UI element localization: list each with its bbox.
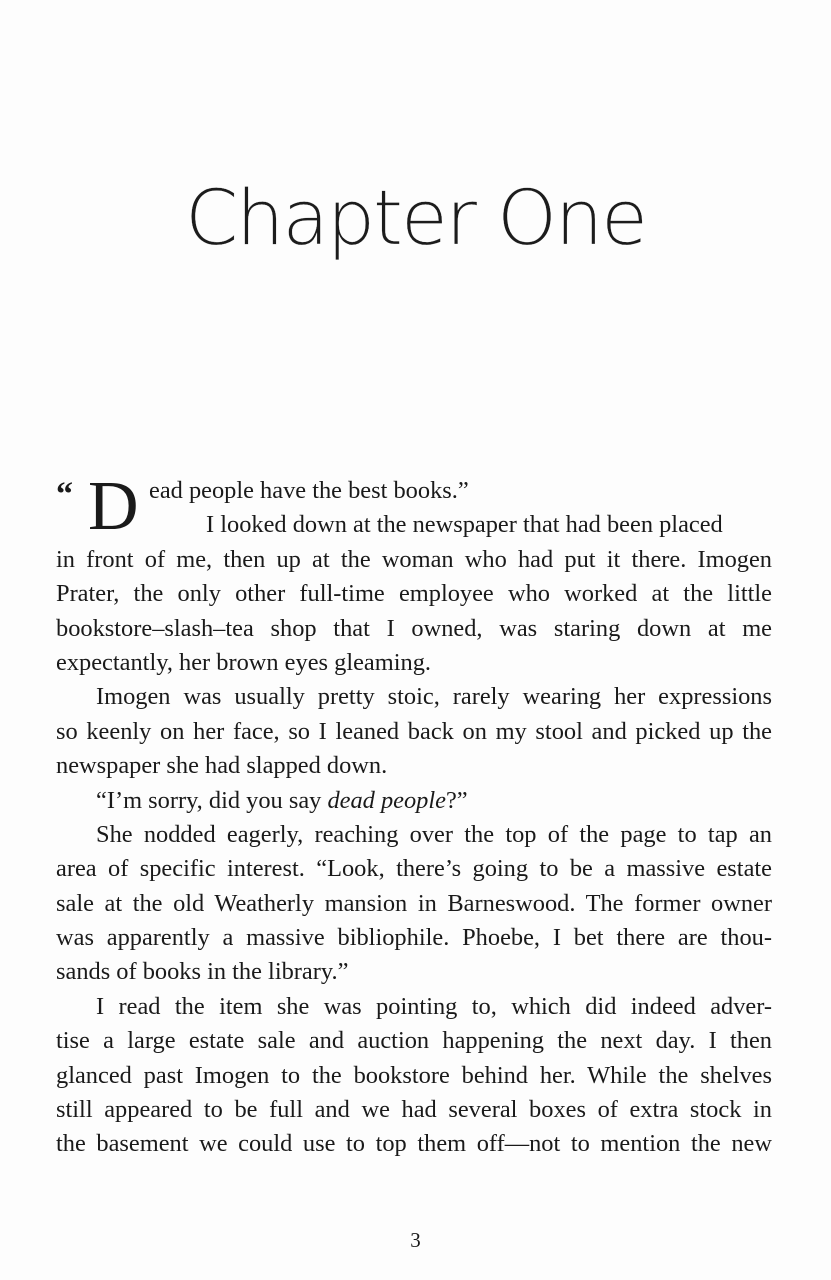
paragraph-1-line-5: expectantly, her brown eyes gleaming. <box>56 648 431 676</box>
paragraph-5-line-3: glanced past Imogen to the bookstore behind her. While the shelves <box>56 1061 772 1089</box>
paragraph-5-line-2: tise a large estate sale and auction happening the next day. I then <box>56 1027 772 1055</box>
paragraph-2-line-3: newspaper she had slapped down. <box>56 752 388 780</box>
paragraph-4-line-4: was apparently a massive bibliophile. Phoebe, I bet there are thou- <box>56 924 772 952</box>
dialogue-italic-text: dead people <box>327 786 446 814</box>
paragraph-1-line-2: in front of me, then up at the woman who had put it there. Imogen <box>56 545 772 573</box>
paragraph-5-line-4: still appeared to be full and we had several boxes of extra stock in <box>56 1096 772 1124</box>
dialogue-text: “I’m sorry, did you say <box>96 786 328 814</box>
paragraph-3-dialogue <box>56 784 772 818</box>
paragraph-4-line-2: area of specific interest. “Look, there’s going to be a massive estate <box>56 855 772 883</box>
paragraph-2-line-1: Imogen was usually pretty stoic, rarely wearing her expressions <box>96 683 772 711</box>
page-number: 3 <box>410 1228 421 1252</box>
drop-cap-letter: D <box>88 468 139 545</box>
paragraph-5-line-5: the basement we could use to top them off—not to mention the new <box>56 1130 772 1158</box>
paragraph-4-line-5: sands of books in the library.” <box>56 958 349 986</box>
first-line-text: ead people have the best books.” <box>149 477 469 504</box>
opening-with-drop-cap <box>56 468 772 545</box>
body-text <box>56 468 772 1162</box>
paragraph-4-line-3: sale at the old Weatherly mansion in Barneswood. The former owner <box>56 889 772 917</box>
chapter-title: Chapter One <box>185 173 646 262</box>
paragraph-1-line-4: bookstore–slash–tea shop that I owned, was staring down at me <box>56 614 772 642</box>
opening-quote-mark: “ <box>56 476 73 513</box>
paragraph-1-line-1: I looked down at the newspaper that had been placed <box>206 511 723 539</box>
paragraph-4-line-1: She nodded eagerly, reaching over the top of the page to tap an <box>96 820 772 848</box>
paragraph-2-line-2: so keenly on her face, so I leaned back on my stool and picked up the <box>56 717 772 745</box>
paragraph-5-line-1: I read the item she was pointing to, which did indeed adver- <box>96 992 772 1020</box>
paragraph-1-line-3: Prater, the only other full-time employee who worked at the little <box>56 580 772 608</box>
dialogue-closing: ?” <box>445 786 468 814</box>
